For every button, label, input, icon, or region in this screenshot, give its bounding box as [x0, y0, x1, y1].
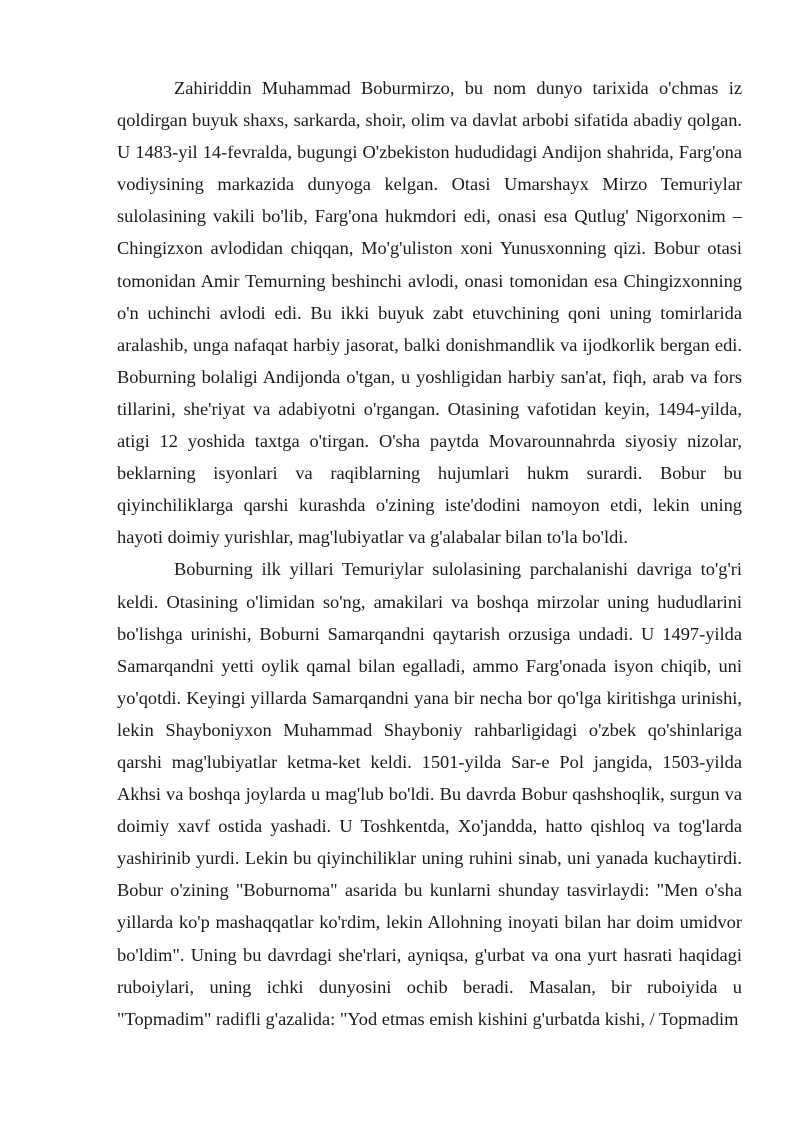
document-page: [117, 72, 742, 1035]
paragraph-1: Zahiriddin Muhammad Boburmirzo, bu nom dunyo tarixida o'chmas iz qoldirgan buyuk shaxs, sarkarda, shoir, olim va davlat arbobi sifatida abadiy qolgan. U 1483-yil 14-fevralda, bugungi O'zbekiston hududidagi Andijon shahrida, Farg'ona vodiysining markazida dunyoga kelgan. Otasi Umarshayx Mirzo Temuriylar sulolasining vakili bo'lib, Farg'ona hukmdori edi, onasi esa Qutlug' Nigorxonim – Chingizxon avlodidan chiqqan, Mo'g'uliston xoni Yunusxonning qizi. Bobur otasi tomonidan Amir Temurning beshinchi avlodi, onasi tomonidan esa Chingizxonning o'n uchinchi avlodi edi. Bu ikki buyuk zabt etuvchining qoni uning tomirlarida aralashib, unga nafaqat harbiy jasorat, balki donishmandlik va ijodkorlik bergan edi. Boburning bolaligi Andijonda o'tgan, u yoshligidan harbiy san'at, fiqh, arab va fors tillarini, she'riyat va adabiyotni o'rgangan. Otasining vafotidan keyin, 1494-yilda, atigi 12 yoshida taxtga o'tirgan. O'sha paytda Movarounnahrda siyosiy nizolar, beklarning isyonlari va raqiblarning hujumlari hukm surardi. Bobur bu qiyinchiliklarga qarshi kurashda o'zining iste'dodini namoyon etdi, lekin uning hayoti doimiy yurishlar, mag'lubiyatlar va g'alabalar bilan to'la bo'ldi.: [117, 78, 742, 548]
paragraph-2: Boburning ilk yillari Temuriylar sulolasining parchalanishi davriga to'g'ri keldi. Otasining o'limidan so'ng, amakilari va boshqa mirzolar uning hududlarini bo'lishga urinishi, Boburni Samarqandni qaytarish orzusiga undadi. U 1497-yilda Samarqandni yetti oylik qamal bilan egalladi, ammo Farg'onada isyon chiqib, uni yo'qotdi. Keyingi yillarda Samarqandni yana bir necha bor qo'lga kiritishga urinishi, lekin Shayboniyxon Muhammad Shayboniy rahbarligidagi o'zbek qo'shinlariga qarshi mag'lubiyatlar ketma-ket keldi. 1501-yilda Sar-e Pol jangida, 1503-yilda Akhsi va boshqa joylarda u mag'lub bo'ldi. Bu davrda Bobur qashshoqlik, surgun va doimiy xavf ostida yashadi. U Toshkentda, Xo'jandda, hatto qishloq va tog'larda yashirinib yurdi. Lekin bu qiyinchiliklar uning ruhini sinab, uni yanada kuchaytirdi. Bobur o'zining "Boburnoma" asarida bu kunlarni shunday tasvirlaydi: "Men o'sha yillarda ko'p mashaqqatlar ko'rdim, lekin Allohning inoyati bilan har doim umidvor bo'ldim". Uning bu davrdagi she'rlari, ayniqsa, g'urbat va ona yurt hasrati haqidagi ruboiylari, uning ichki dunyosini ochib beradi. Masalan, bir ruboiyida u "Topmadim" radifli g'azalida: "Yod etmas emish kishini g'urbatda kishi, / Topmadim: [117, 559, 742, 1029]
